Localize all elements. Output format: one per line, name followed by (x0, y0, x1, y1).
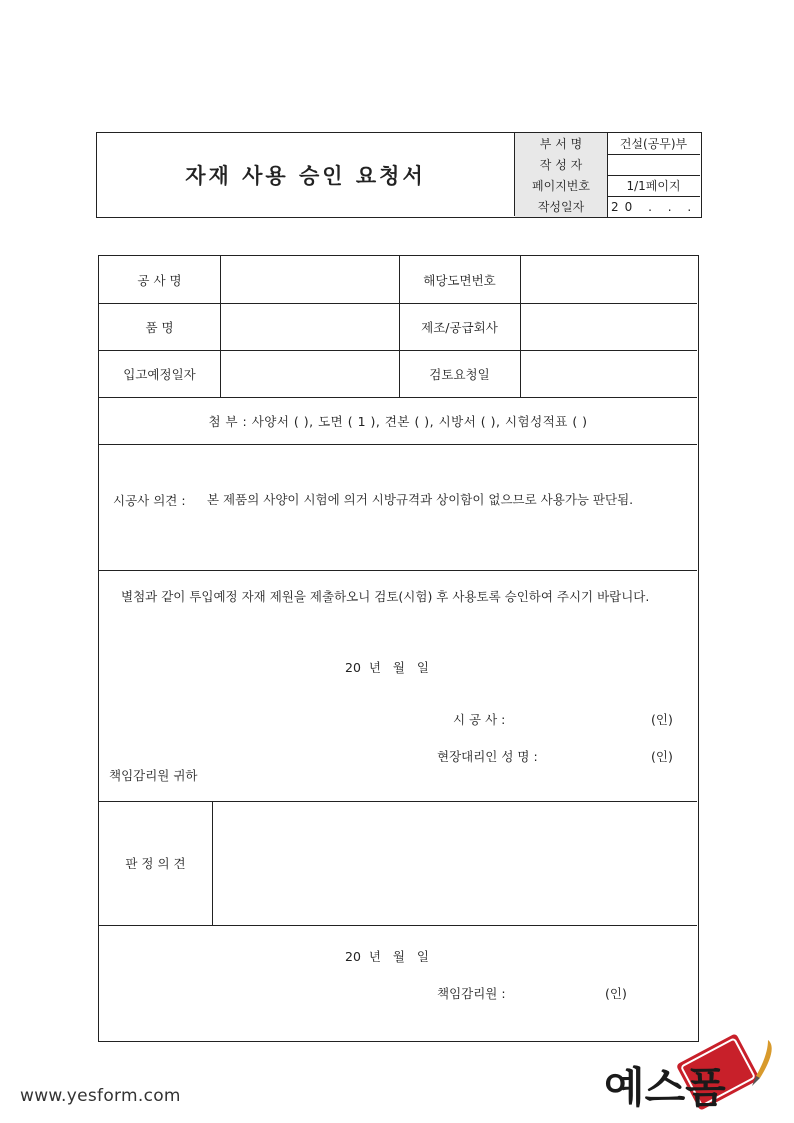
project-name-input[interactable] (220, 256, 400, 303)
contractor-label: 시 공 사 : (453, 712, 506, 727)
item-name-input[interactable] (220, 303, 400, 350)
meta-row-author (515, 154, 700, 176)
meta-row-date (515, 196, 700, 217)
form-row-project (99, 256, 697, 304)
meta-value[interactable] (607, 154, 700, 175)
site-agent-seal: (인) (651, 749, 673, 764)
field-label: 입고예정일자 (99, 350, 221, 397)
drawing-number-input[interactable] (520, 256, 697, 303)
arrival-date-input[interactable] (220, 350, 400, 397)
form-row-supervisor (99, 925, 697, 1040)
meta-label: 부 서 명 (515, 133, 608, 154)
footer-url[interactable]: www.yesform.com (20, 1086, 181, 1106)
meta-value[interactable]: 20 . . . (611, 199, 698, 214)
supervisor-label: 책임감리원 : (437, 986, 506, 1001)
meta-label: 페이지번호 (515, 175, 608, 196)
manufacturer-input[interactable] (520, 303, 697, 350)
form-row-contractor-opinion (99, 444, 697, 571)
contractor-seal: (인) (651, 712, 673, 727)
form-row-judgment (99, 801, 697, 926)
supervisor-date[interactable]: 20 년 월 일 (345, 949, 429, 964)
meta-row-department (515, 133, 700, 155)
meta-value[interactable]: 건설(공무)부 (619, 137, 688, 151)
document-title: 자재 사용 승인 요청서 (97, 133, 515, 216)
request-text: 별첨과 같이 투입예정 자재 제원을 제출하오니 검토(시험) 후 사용토록 승인하여 주시기 바랍니다. (121, 589, 650, 604)
field-label: 해당도면번호 (399, 256, 521, 303)
logo-text: 예스폼 (604, 1063, 726, 1112)
attachments-text[interactable]: 첨 부 : 사양서 ( ), 도면 ( 1 ), 견본 ( ), 시방서 ( ), 시험성적표 ( ) (208, 413, 588, 429)
form-row-request (99, 570, 697, 802)
field-label: 제조/공급회사 (399, 303, 521, 350)
contractor-opinion-label: 시공사 의견 : (113, 493, 186, 508)
review-date-input[interactable] (520, 350, 697, 397)
meta-value[interactable]: 1/1페이지 (626, 179, 681, 193)
meta-row-page-number (515, 175, 700, 197)
request-date[interactable]: 20 년 월 일 (345, 660, 429, 675)
form-row-attachments (99, 397, 697, 445)
supervisor-seal: (인) (605, 986, 627, 1001)
form-row-dates (99, 350, 697, 398)
field-label: 공 사 명 (99, 256, 221, 303)
yesform-logo (600, 1032, 785, 1112)
addressee: 책임감리원 귀하 (109, 768, 198, 783)
approval-form (98, 255, 699, 1042)
judgment-label: 판 정 의 견 (99, 801, 213, 925)
logo-icon (600, 1032, 785, 1112)
contractor-opinion-text[interactable]: 본 제품의 사양이 시험에 의거 시방규격과 상이함이 없으므로 사용가능 판단됨. (207, 492, 634, 507)
field-label: 검토요청일 (399, 350, 521, 397)
field-label: 품 명 (99, 303, 221, 350)
form-row-item (99, 303, 697, 351)
meta-label: 작성일자 (515, 196, 608, 217)
document-header (96, 132, 702, 218)
meta-label: 작 성 자 (515, 154, 608, 175)
meta-table (515, 133, 700, 216)
judgment-input[interactable] (212, 801, 697, 925)
site-agent-label: 현장대리인 성 명 : (437, 749, 538, 764)
